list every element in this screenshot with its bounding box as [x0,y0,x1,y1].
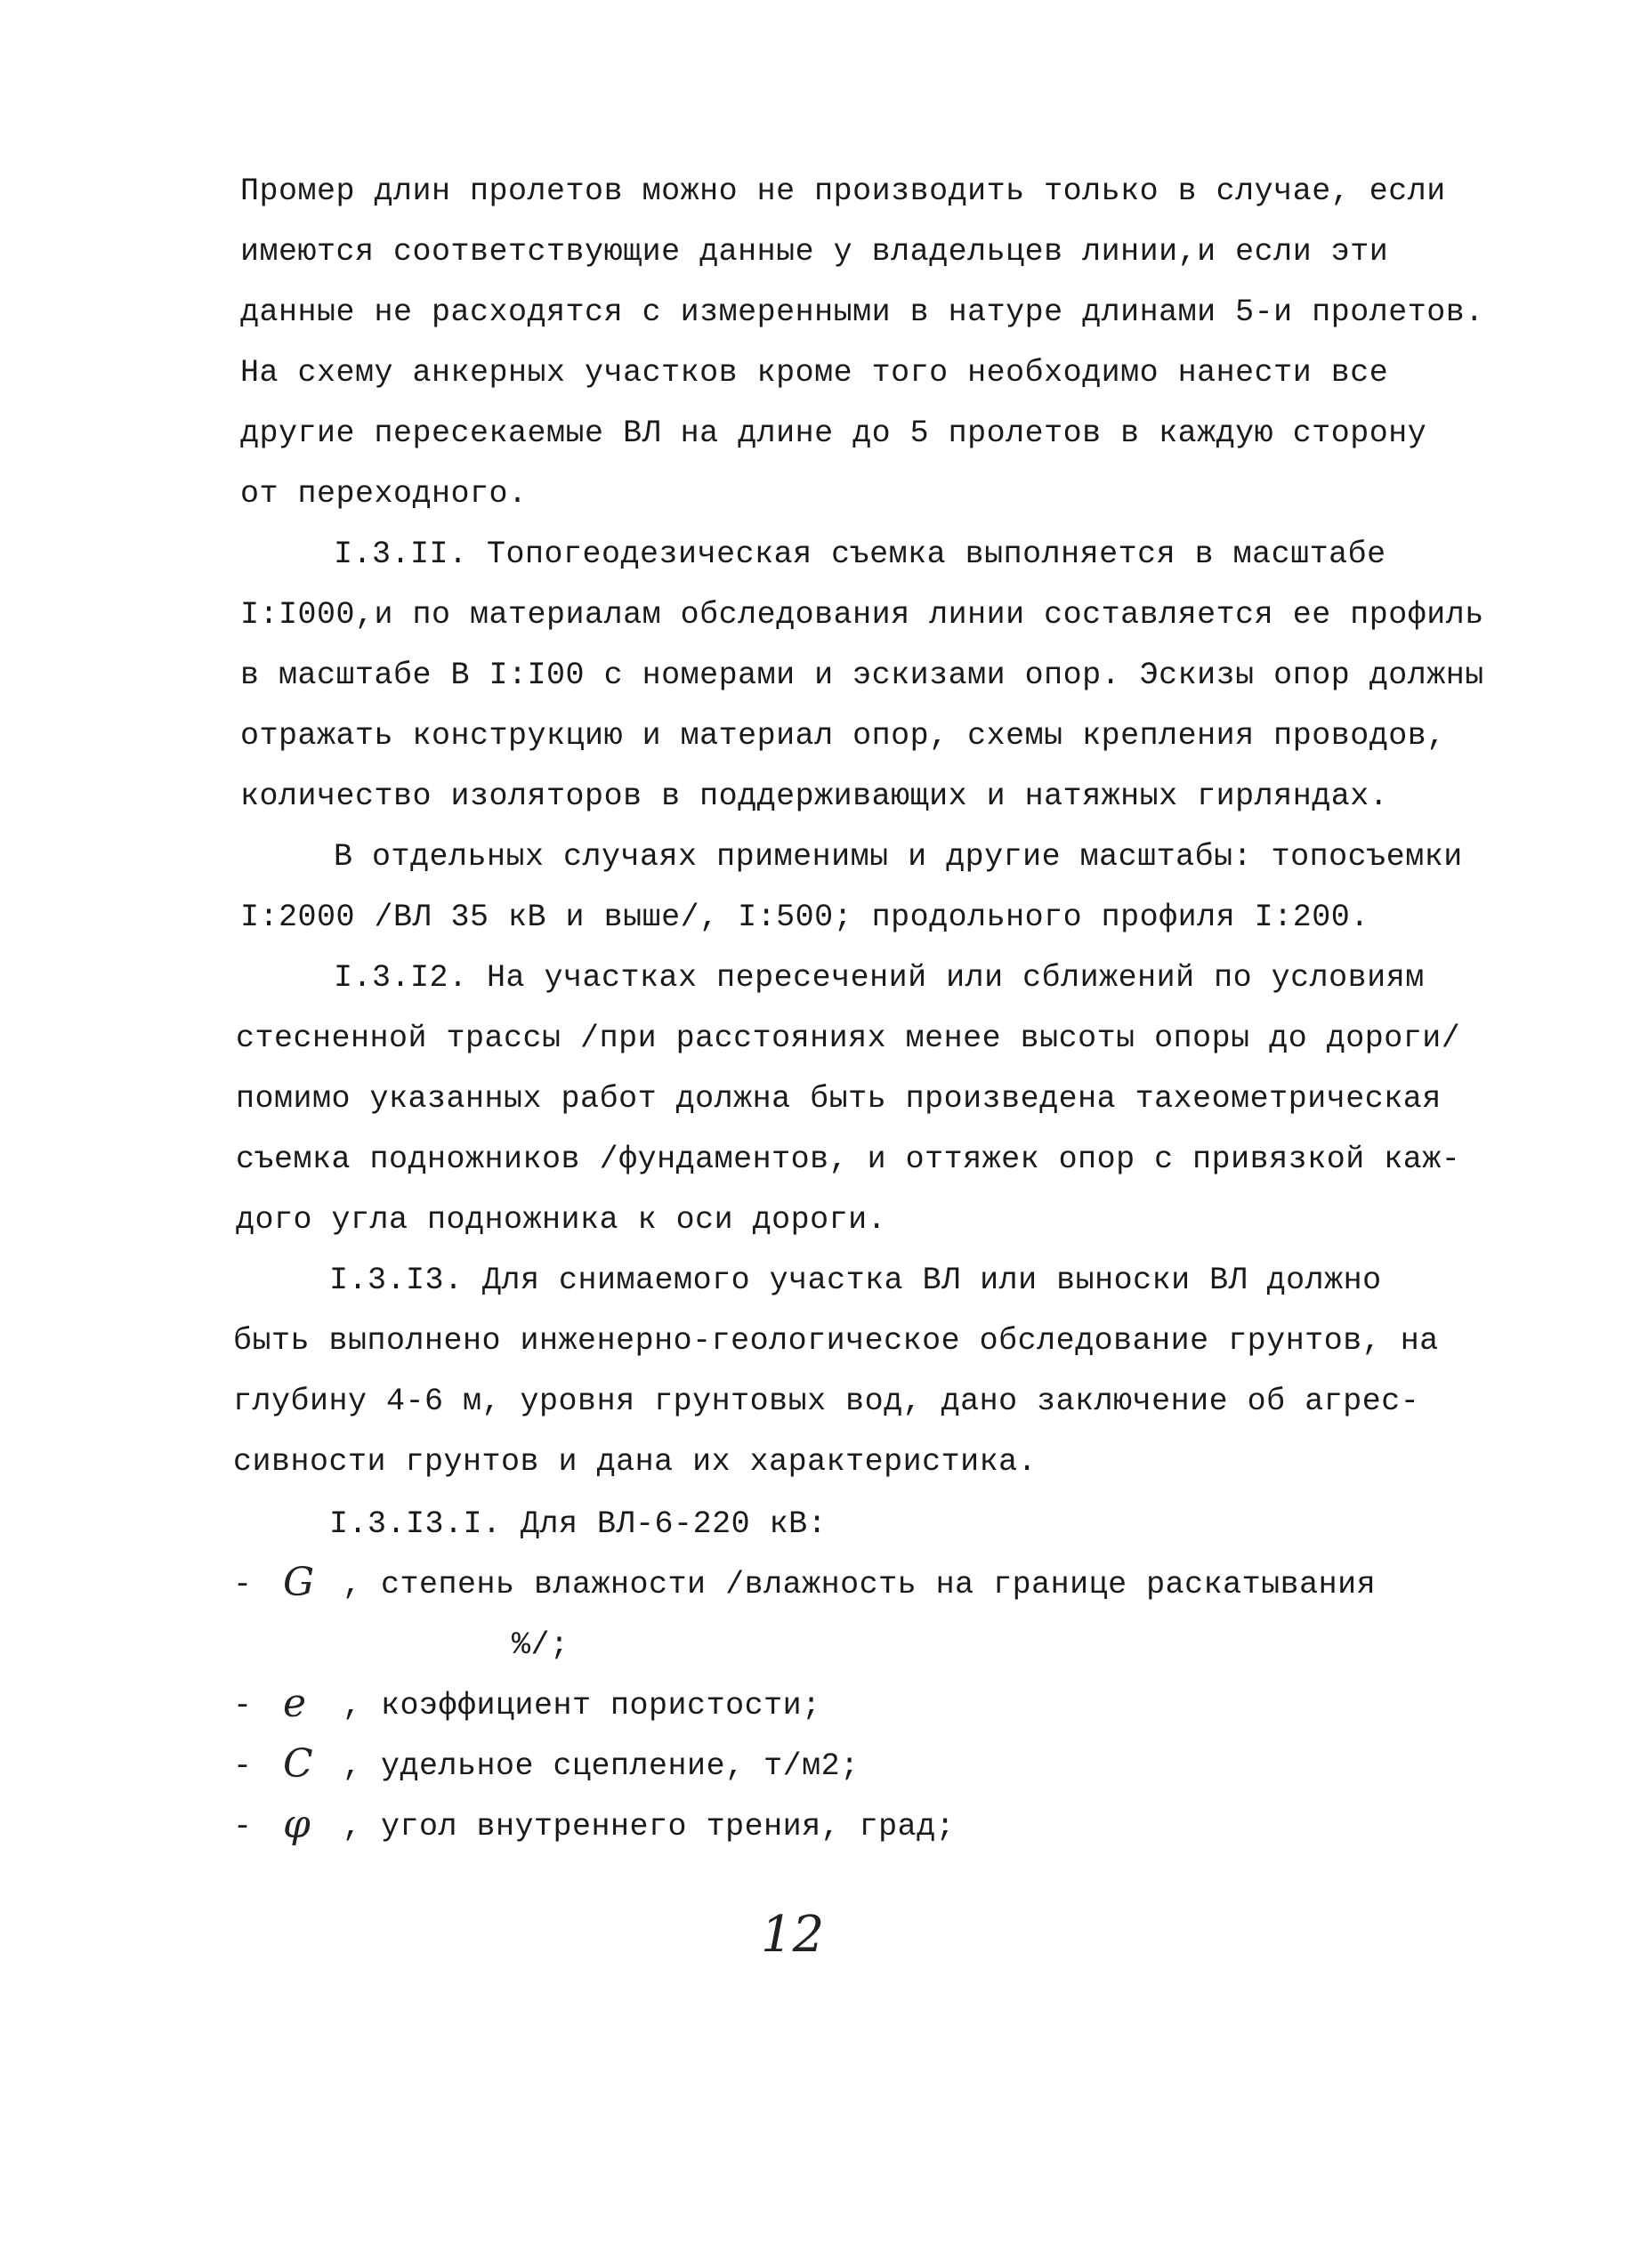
p4-line-1: I.3.I2. На участках пересечений или сближений по условиям [334,960,1425,996]
list-dash: - [233,1809,253,1844]
p4-line-2: стесненной трассы /при расстояниях менее высоты опоры до дороги/ [236,1021,1461,1056]
p2-line-2: I:I000,и по материалам обследования линии составляется ее профиль [240,597,1484,633]
p1-line-4: На схему анкерных участков кроме того необходимо нанести все [240,355,1389,391]
symbol-friction-angle: φ [283,1802,311,1847]
p6-heading: I.3.I3.I. Для ВЛ-6-220 кВ: [329,1506,828,1542]
p4-line-3: помимо указанных работ должна быть произведена тахеометрическая [236,1081,1442,1117]
p2-line-3: в масштабе В I:I00 с номерами и эскизами опор. Эскизы опор должны [240,658,1484,693]
p5-line-2: быть выполнено инженерно-геологическое обследование грунтов, на [233,1323,1439,1359]
p1-line-5: другие пересекаемые ВЛ на длине до 5 пролетов в каждую сторону [240,416,1427,451]
p1-line-1: Промер длин пролетов можно не производить только в случае, если [240,174,1446,209]
page-number: 12 [761,1906,825,1964]
symbol-cohesion: C [283,1741,313,1787]
p4-line-4: съемка подножников /фундаментов, и оттяжек опор с привязкой каж- [236,1142,1461,1177]
p1-line-2: имеются соответствующие данные у владельцев линии,и если эти [240,234,1389,270]
p5-line-1: I.3.I3. Для снимаемого участка ВЛ или выноски ВЛ должно [329,1263,1382,1298]
p2-line-4: отражать конструкцию и материал опор, схемы крепления проводов, [240,718,1446,754]
p3-line-1: В отдельных случаях применимы и другие масштабы: топосъемки [334,839,1463,875]
symbol-moisture: G [283,1560,315,1605]
p2-line-5: количество изоляторов в поддерживающих и натяжных гирляндах. [240,779,1389,814]
p1-line-3: данные не расходятся с измеренными в натуре длинами 5-и пролетов. [240,295,1484,330]
list-item-text: , степень влажности /влажность на границе раскатывания [343,1567,1377,1602]
list-item-text: , коэффициент пористости; [343,1688,821,1723]
symbol-porosity: e [283,1681,307,1726]
list-dash: - [233,1688,253,1723]
list-item-continuation: %/; [512,1627,570,1663]
list-dash: - [233,1567,253,1602]
p4-line-5: дого угла подножника к оси дороги. [236,1202,887,1238]
p2-line-1: I.3.II. Топогеодезическая съемка выполняется в масштабе [334,537,1386,572]
p1-line-6: от переходного. [240,476,528,512]
list-item-text: , угол внутреннего трения, град; [343,1809,956,1844]
list-dash: - [233,1748,253,1784]
p5-line-4: сивности грунтов и дана их характеристика. [233,1444,1038,1480]
list-item-text: , удельное сцепление, т/м2; [343,1748,860,1784]
p5-line-3: глубину 4-6 м, уровня грунтовых вод, дано заключение об агрес- [233,1384,1420,1419]
p3-line-2: I:2000 /ВЛ 35 кВ и выше/, I:500; продольного профиля I:200. [240,900,1369,935]
